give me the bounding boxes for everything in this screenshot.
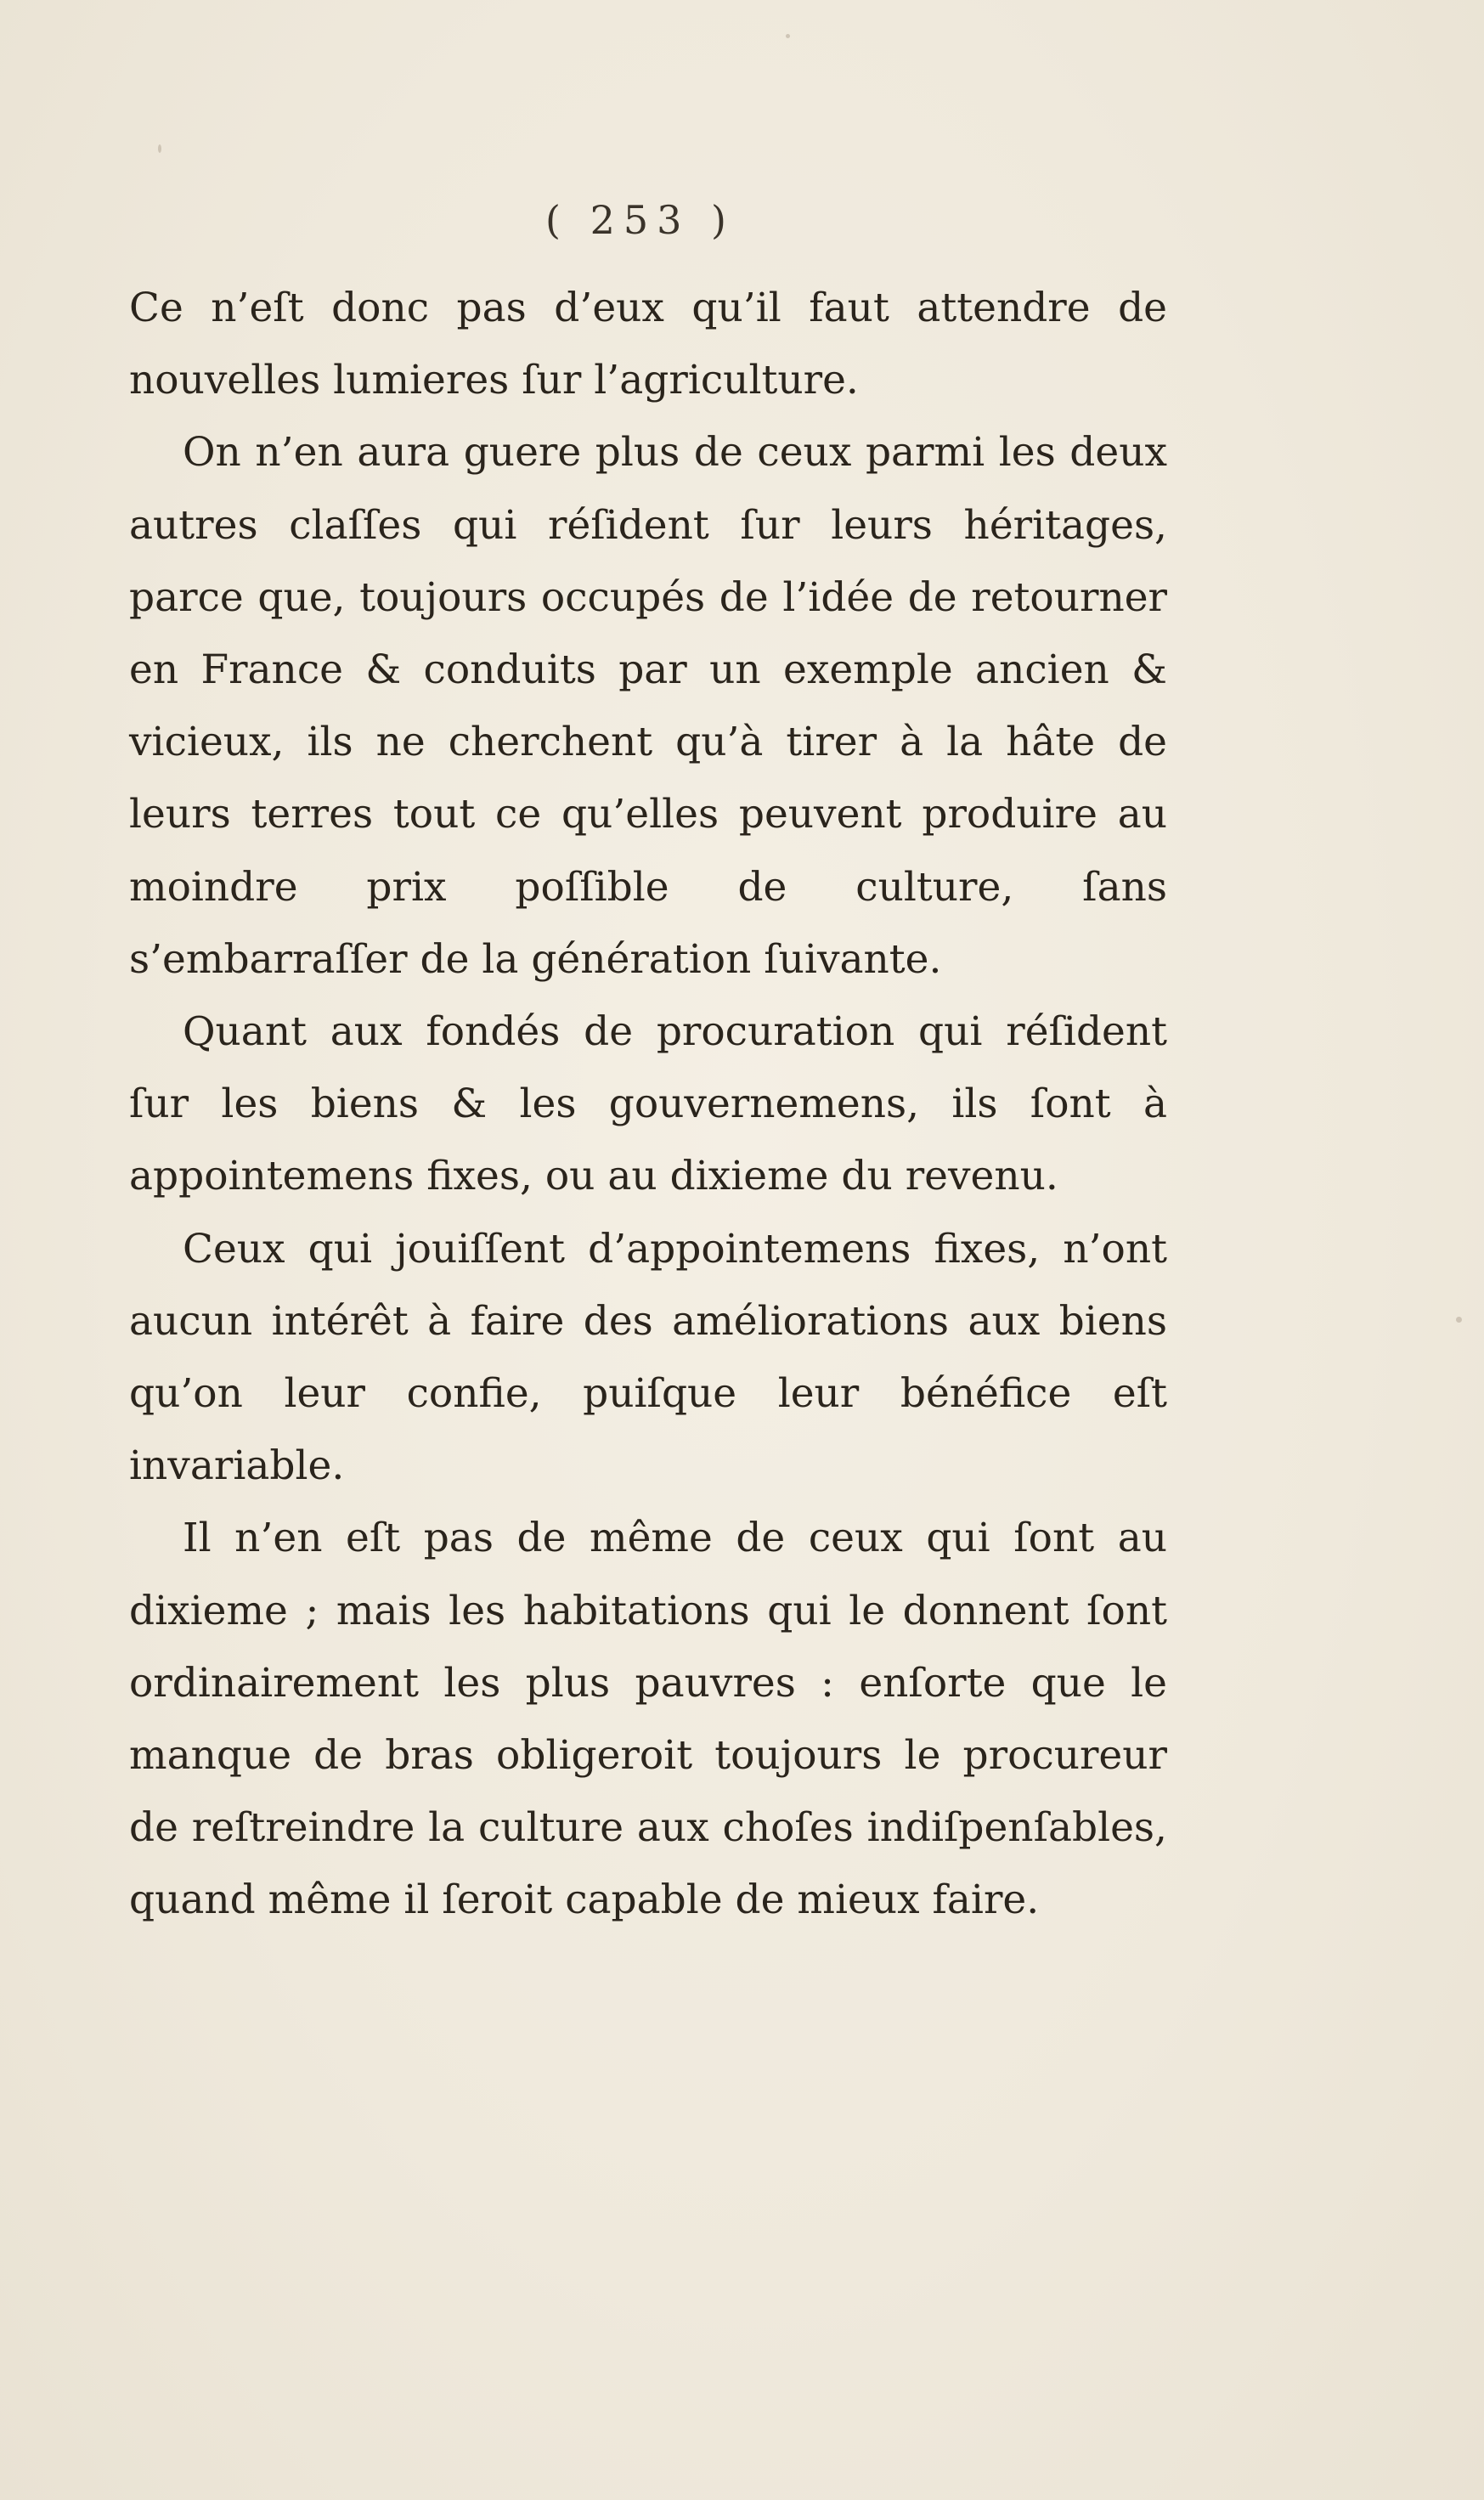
paragraph: Ceux qui jouiſſent d’appointemens fixes, n’ont aucun intérêt à faire des améliorations aux biens qu’on leur confie, puiſque leur bénéfice eſt invariable. <box>129 1225 1167 1490</box>
paper-speck <box>1456 1317 1462 1323</box>
paragraph: Quant aux fondés de procuration qui réſident ſur les biens & les gouvernemens, ils ſont à appointemens fixes, ou au dixieme du revenu. <box>129 1008 1167 1200</box>
paragraph: Ce n’eſt donc pas d’eux qu’il faut attendre de nouvelles lumieres ſur l’agriculture. <box>129 285 1167 404</box>
body-text <box>129 272 1167 1937</box>
paragraph: On n’en aura guere plus de ceux parmi les deux autres claſſes qui réſident ſur leurs héritages, parce que, toujours occupés de l’idée de retourner en France & conduits par un exemple ancien & vicieux, ils ne cherchent qu’à tirer à la hâte de leurs terres tout ce qu’elles peuvent produire au moindre prix poſſible de culture, ſans s’embarraſſer de la génération ſuivante. <box>129 429 1167 983</box>
paper-speck <box>158 144 161 153</box>
page-number: ( 253 ) <box>545 197 735 243</box>
paper-speck <box>786 34 790 38</box>
paragraph: Il n’en eſt pas de même de ceux qui ſont au dixieme ; mais les habitations qui le donnent ſont ordinairement les plus pauvres : enſorte que le manque de bras obligeroit toujours le procureur de reſtreindre la culture aux choſes indiſpenſables, quand même il ſeroit capable de mieux faire. <box>129 1515 1167 1924</box>
